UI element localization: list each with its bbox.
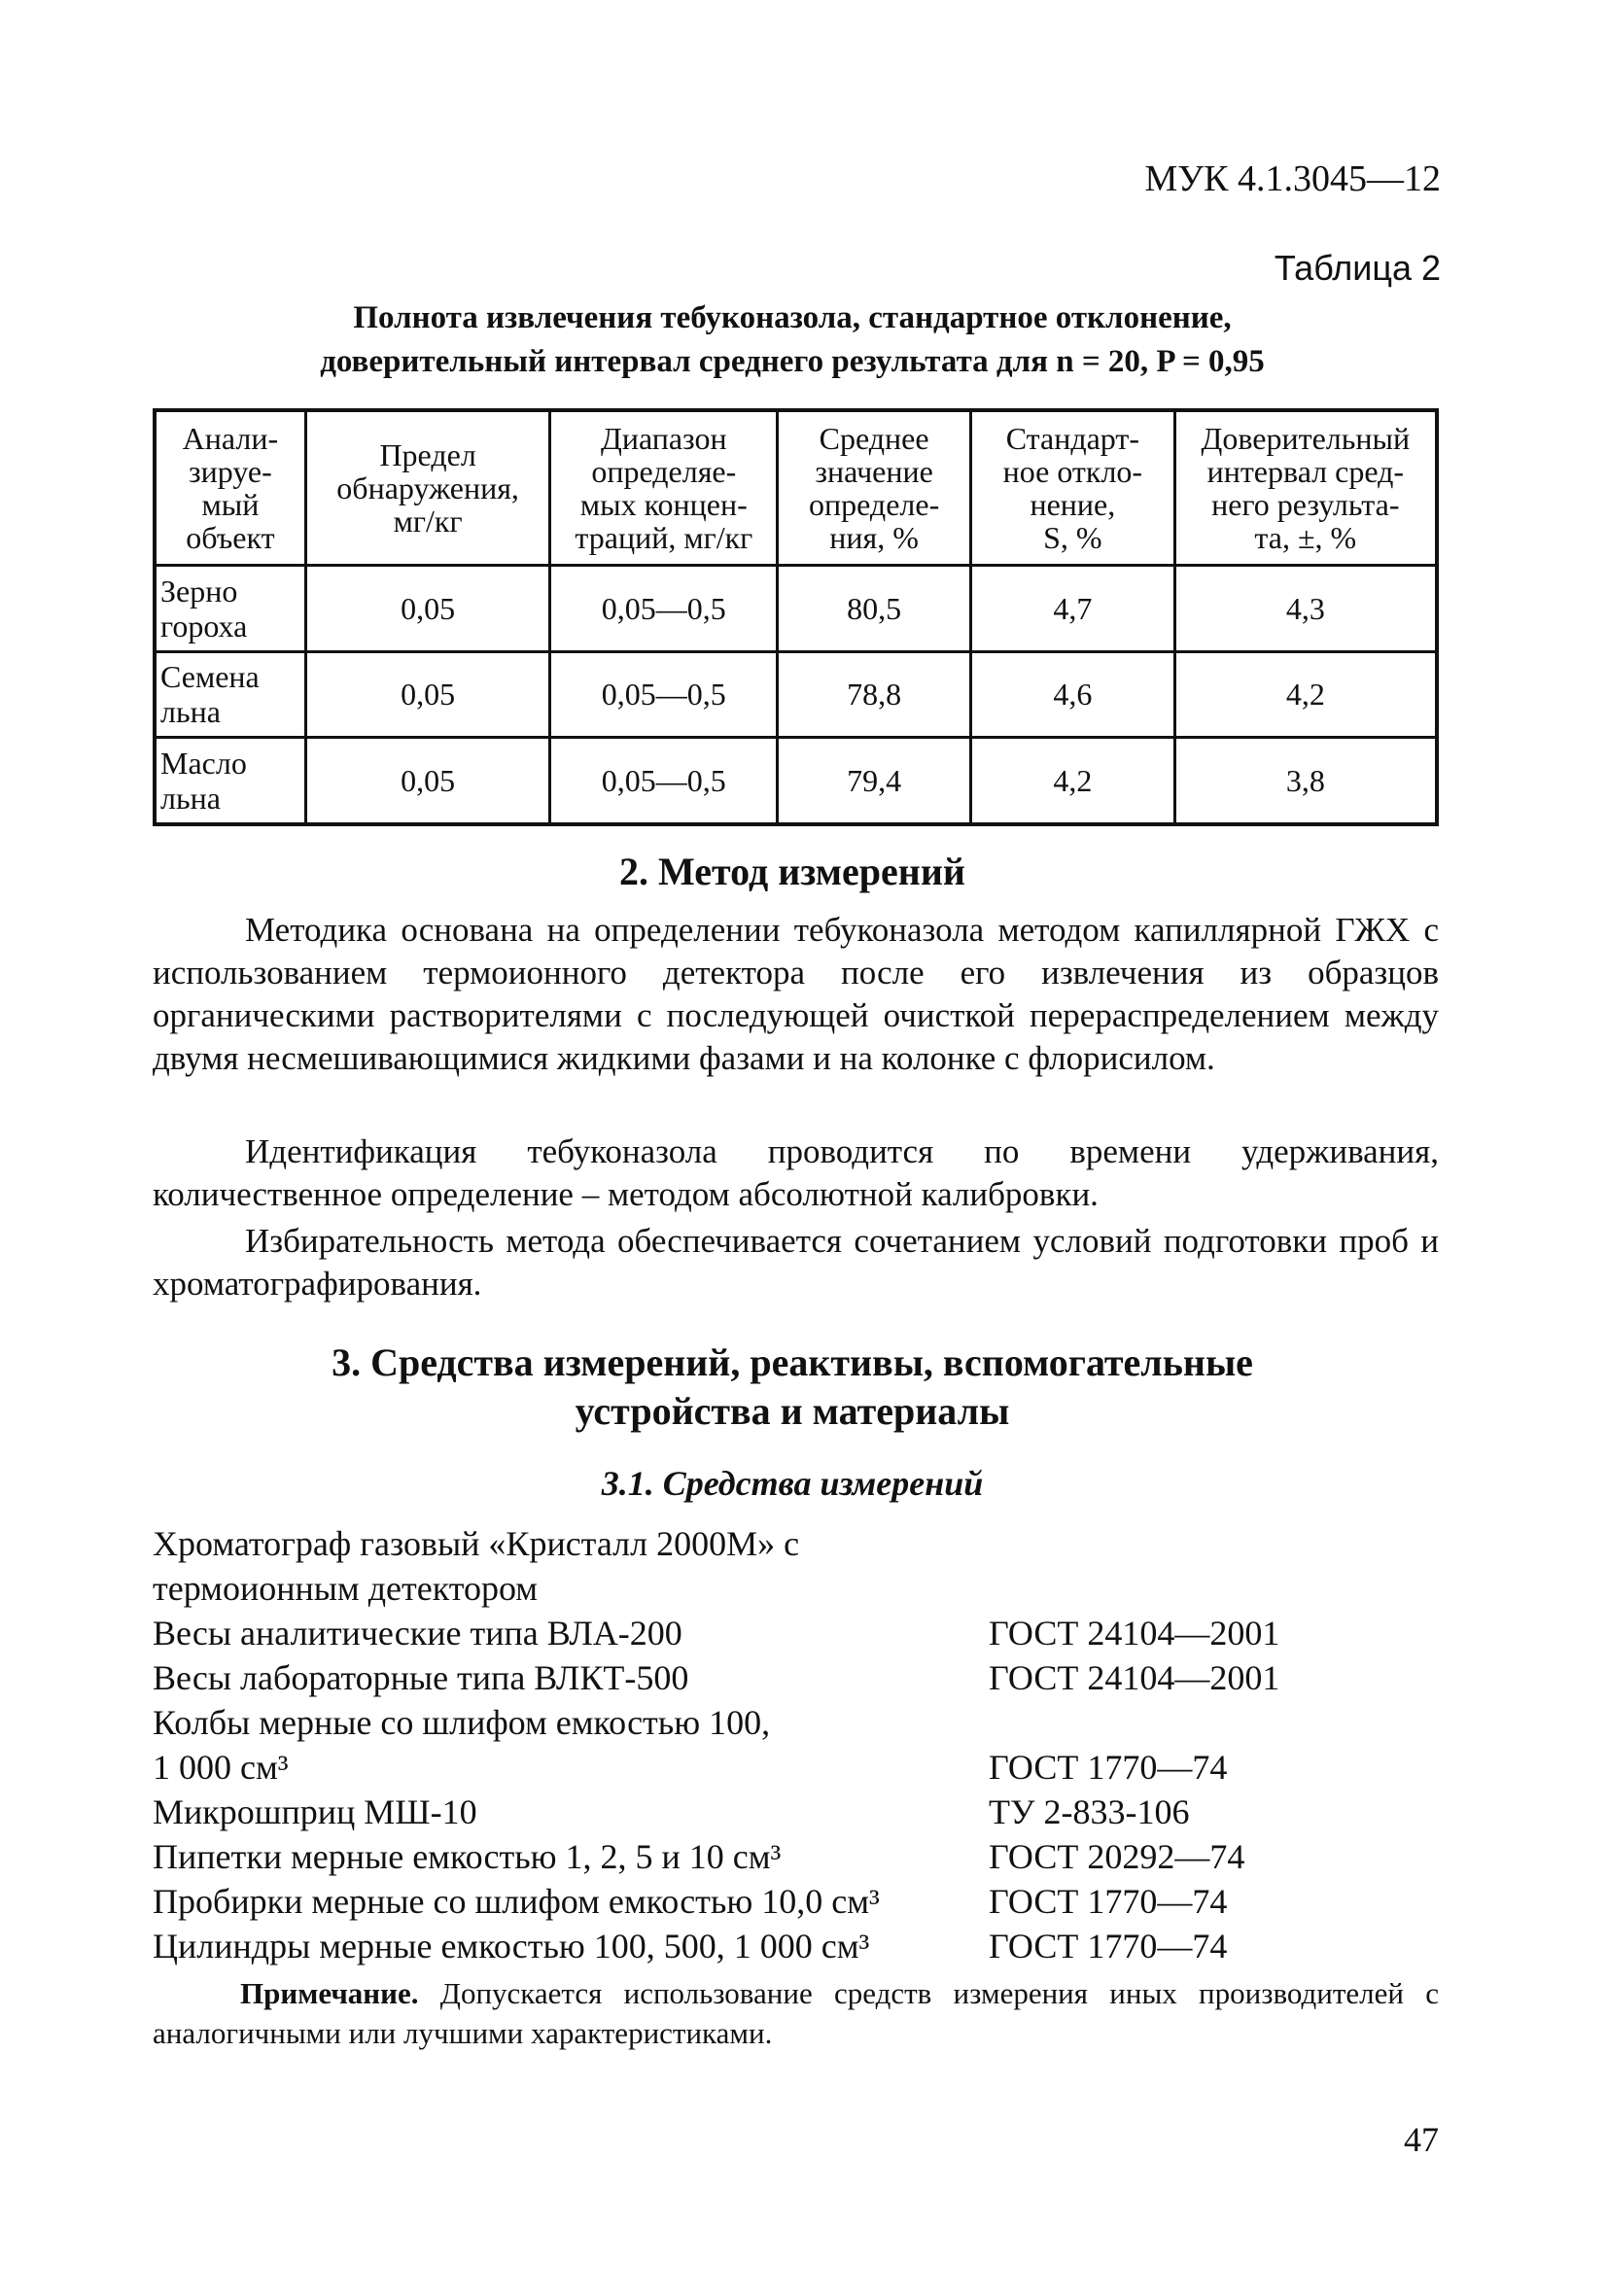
equipment-name: Весы лабораторные типа ВЛКТ-500 [153,1658,689,1697]
table-caption-line2: доверительный интервал среднего результата для n = 20, P = 0,95 [320,344,1265,379]
header-cell [971,410,1175,566]
equipment-standard: ГОСТ 1770—74 [989,1927,1228,1966]
equipment-name: термоионным детектором [153,1569,539,1608]
table-header-row [155,410,1437,566]
table-cell: 0,05 [305,651,550,738]
equipment-standard [989,1521,1446,1566]
header-text: Предел обнаружения, мг/кг [336,437,519,539]
table-row [155,651,1437,738]
note-text: Допускается использование средств измерения иных производителей с аналогичными или лучшими характеристиками. [153,1976,1439,2050]
header-text: Стандарт- ное откло- нение, S, % [1002,421,1143,555]
list-item [153,1924,1446,1968]
table-cell: 0,05—0,5 [550,738,778,824]
note-label: Примечание. [240,1976,419,2010]
table-cell: 0,05—0,5 [550,566,778,652]
table-cell: 4,6 [971,651,1175,738]
list-item [153,1521,1446,1566]
equipment-name: Хроматограф газовый «Кристалл 2000М» с [153,1524,800,1563]
table-cell: 3,8 [1174,738,1437,824]
table-cell: 4,2 [971,738,1175,824]
equipment-standard: ГОСТ 20292—74 [989,1837,1245,1876]
equipment-list [153,1521,1446,1968]
table-row [155,738,1437,824]
header-text: Среднее значение определе- ния, % [809,421,940,555]
document-code: МУК 4.1.3045—12 [1144,158,1441,199]
table-cell [155,651,305,738]
header-cell [550,410,778,566]
header-text: Диапазон определяе- мых концен- траций, мг/кг [575,421,753,555]
equipment-name: Пипетки мерные емкостью 1, 2, 5 и 10 см³ [153,1837,782,1876]
page-number: 47 [1404,2120,1439,2159]
table-caption-line1: Полнота извлечения тебуконазола, стандартное отклонение, [353,300,1232,335]
list-item [153,1790,1446,1834]
header-cell [305,410,550,566]
list-item [153,1834,1446,1879]
list-item [153,1655,1446,1700]
equipment-standard: ГОСТ 1770—74 [989,1882,1228,1921]
header-cell [778,410,971,566]
list-item [153,1700,1446,1745]
header-cell [1174,410,1437,566]
equipment-name: Весы аналитические типа ВЛА-200 [153,1614,682,1652]
equipment-name: Колбы мерные со шлифом емкостью 100, [153,1703,771,1742]
paragraph: Методика основана на определении тебуконазола методом капиллярной ГЖХ с использованием термоионного детектора после его извлечения из образцов органическими растворителями с последующей очисткой перераспределением между двумя несмешивающимися жидкими фазами и на колонке с флорисилом. [153,911,1439,1077]
equipment-name: Пробирки мерные со шлифом емкостью 10,0 см³ [153,1882,880,1921]
section-2-title: 2. Метод измерений [619,850,965,893]
header-cell [155,410,305,566]
table-cell: 0,05—0,5 [550,651,778,738]
equipment-standard [989,1566,1446,1611]
equipment-name: Микрошприц МШ-10 [153,1792,477,1831]
list-item [153,1745,1446,1790]
cell-text: Семена льна [160,659,260,730]
header-text: Доверительный интервал сред- него результа- та, ±, % [1201,421,1411,555]
table-cell: 80,5 [778,566,971,652]
cell-text: Масло льна [160,746,247,817]
table-cell: 78,8 [778,651,971,738]
section-3-title-line1: 3. Средства измерений, реактивы, вспомогательные [332,1340,1253,1384]
paragraph: Идентификация тебуконазола проводится по времени удерживания, количественное определение – методом абсолютной калибровки. [153,1132,1439,1213]
table-cell: 0,05 [305,738,550,824]
equipment-name: 1 000 см³ [153,1748,289,1787]
paragraph: Избирательность метода обеспечивается сочетанием условий подготовки проб и хроматографирования. [153,1222,1439,1303]
list-item [153,1611,1446,1655]
equipment-standard: ГОСТ 24104—2001 [989,1614,1280,1652]
section-3-title-line2: устройства и материалы [575,1389,1010,1433]
equipment-standard: ГОСТ 24104—2001 [989,1658,1280,1697]
subsection-title: 3.1. Средства измерений [601,1464,984,1503]
table-cell: 4,2 [1174,651,1437,738]
equipment-name: Цилиндры мерные емкостью 100, 500, 1 000 см³ [153,1927,870,1966]
table-cell: 0,05 [305,566,550,652]
table-cell: 4,3 [1174,566,1437,652]
table-row [155,566,1437,652]
table-cell [155,566,305,652]
table-caption [151,296,1434,384]
equipment-standard: ТУ 2-833-106 [989,1792,1190,1831]
cell-text: Зерно гороха [160,573,248,644]
equipment-standard: ГОСТ 1770—74 [989,1748,1228,1787]
table-cell [155,738,305,824]
recovery-table [153,408,1439,826]
header-text: Анали- зируе- мый объект [182,421,279,555]
equipment-standard [989,1700,1446,1745]
note [153,1973,1439,2053]
table-cell: 79,4 [778,738,971,824]
table-cell: 4,7 [971,566,1175,652]
list-item [153,1566,1446,1611]
list-item [153,1879,1446,1924]
table-label: Таблица 2 [1274,248,1441,288]
section-3-title [151,1339,1434,1436]
